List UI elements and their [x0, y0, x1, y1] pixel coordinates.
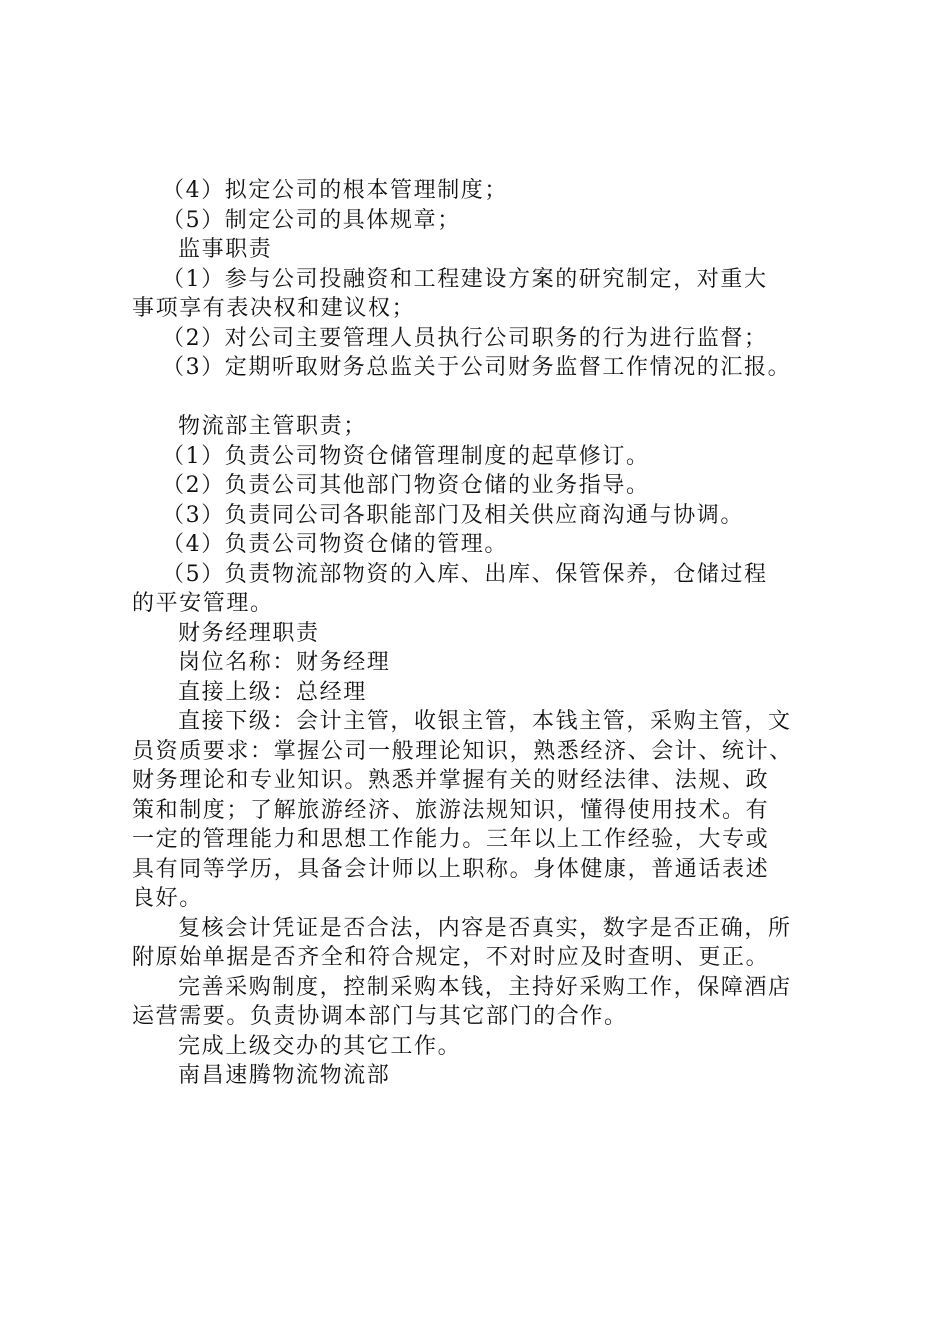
text-line: 事项享有表决权和建议权； [132, 296, 416, 321]
text-line: 具有同等学历，具备会计师以上职称。身体健康，普通话表述 [132, 856, 770, 882]
text-line: 一定的管理能力和思想工作能力。三年以上工作经验，大专或 [132, 827, 770, 852]
text-line: （1）负责公司物资仓储管理制度的起草修订。 [162, 443, 650, 469]
text-line: （2）负责公司其他部门物资仓储的业务指导。 [162, 473, 650, 498]
text-line: 财务经理职责 [178, 620, 320, 646]
text-line: （3）定期听取财务总监关于公司财务监督工作情况的汇报。 [162, 355, 792, 380]
text-line: 策和制度；了解旅游经济、旅游法规知识，懂得使用技术。有 [132, 797, 770, 823]
text-line: （4）拟定公司的根本管理制度； [162, 178, 508, 203]
text-line: 附原始单据是否齐全和符合规定，不对时应及时查明、更正。 [132, 945, 770, 970]
text-line: 完成上级交办的其它工作。 [178, 1033, 462, 1059]
text-line: 完善采购制度，控制采购本钱，主持好采购工作，保障酒店 [178, 974, 792, 1000]
text-line: 良好。 [132, 886, 203, 911]
text-line: （3）负责同公司各职能部门及相关供应商沟通与协调。 [162, 502, 744, 528]
text-line: 员资质要求：掌握公司一般理论知识，熟悉经济、会计、统计、 [132, 738, 793, 764]
text-line: 物流部主管职责； [178, 414, 367, 439]
text-line: （5）制定公司的具体规章； [162, 207, 461, 233]
text-line: 直接上级：总经理 [178, 679, 367, 705]
text-line: 运营需要。负责协调本部门与其它部门的合作。 [132, 1004, 628, 1029]
text-line: 直接下级：会计主管，收银主管，本钱主管，采购主管，文 [178, 709, 792, 734]
text-line: 岗位名称：财务经理 [178, 650, 391, 675]
text-line: 监事职责 [178, 237, 273, 262]
text-line: （4）负责公司物资仓储的管理。 [162, 532, 508, 557]
text-line: （1）参与公司投融资和工程建设方案的研究制定，对重大 [162, 266, 768, 292]
text-line: 南昌速腾物流物流部 [178, 1063, 391, 1088]
text-line: 财务理论和专业知识。熟悉并掌握有关的财经法律、法规、政 [132, 768, 770, 793]
text-line: （5）负责物流部物资的入库、出库、保管保养，仓储过程 [162, 561, 768, 587]
blank-line [132, 383, 832, 413]
text-line: 的平安管理。 [132, 591, 274, 616]
document-body [132, 176, 832, 1091]
text-line: 复核会计凭证是否合法，内容是否真实，数字是否正确，所 [178, 915, 792, 941]
text-line: （2）对公司主要管理人员执行公司职务的行为进行监督； [162, 325, 768, 351]
